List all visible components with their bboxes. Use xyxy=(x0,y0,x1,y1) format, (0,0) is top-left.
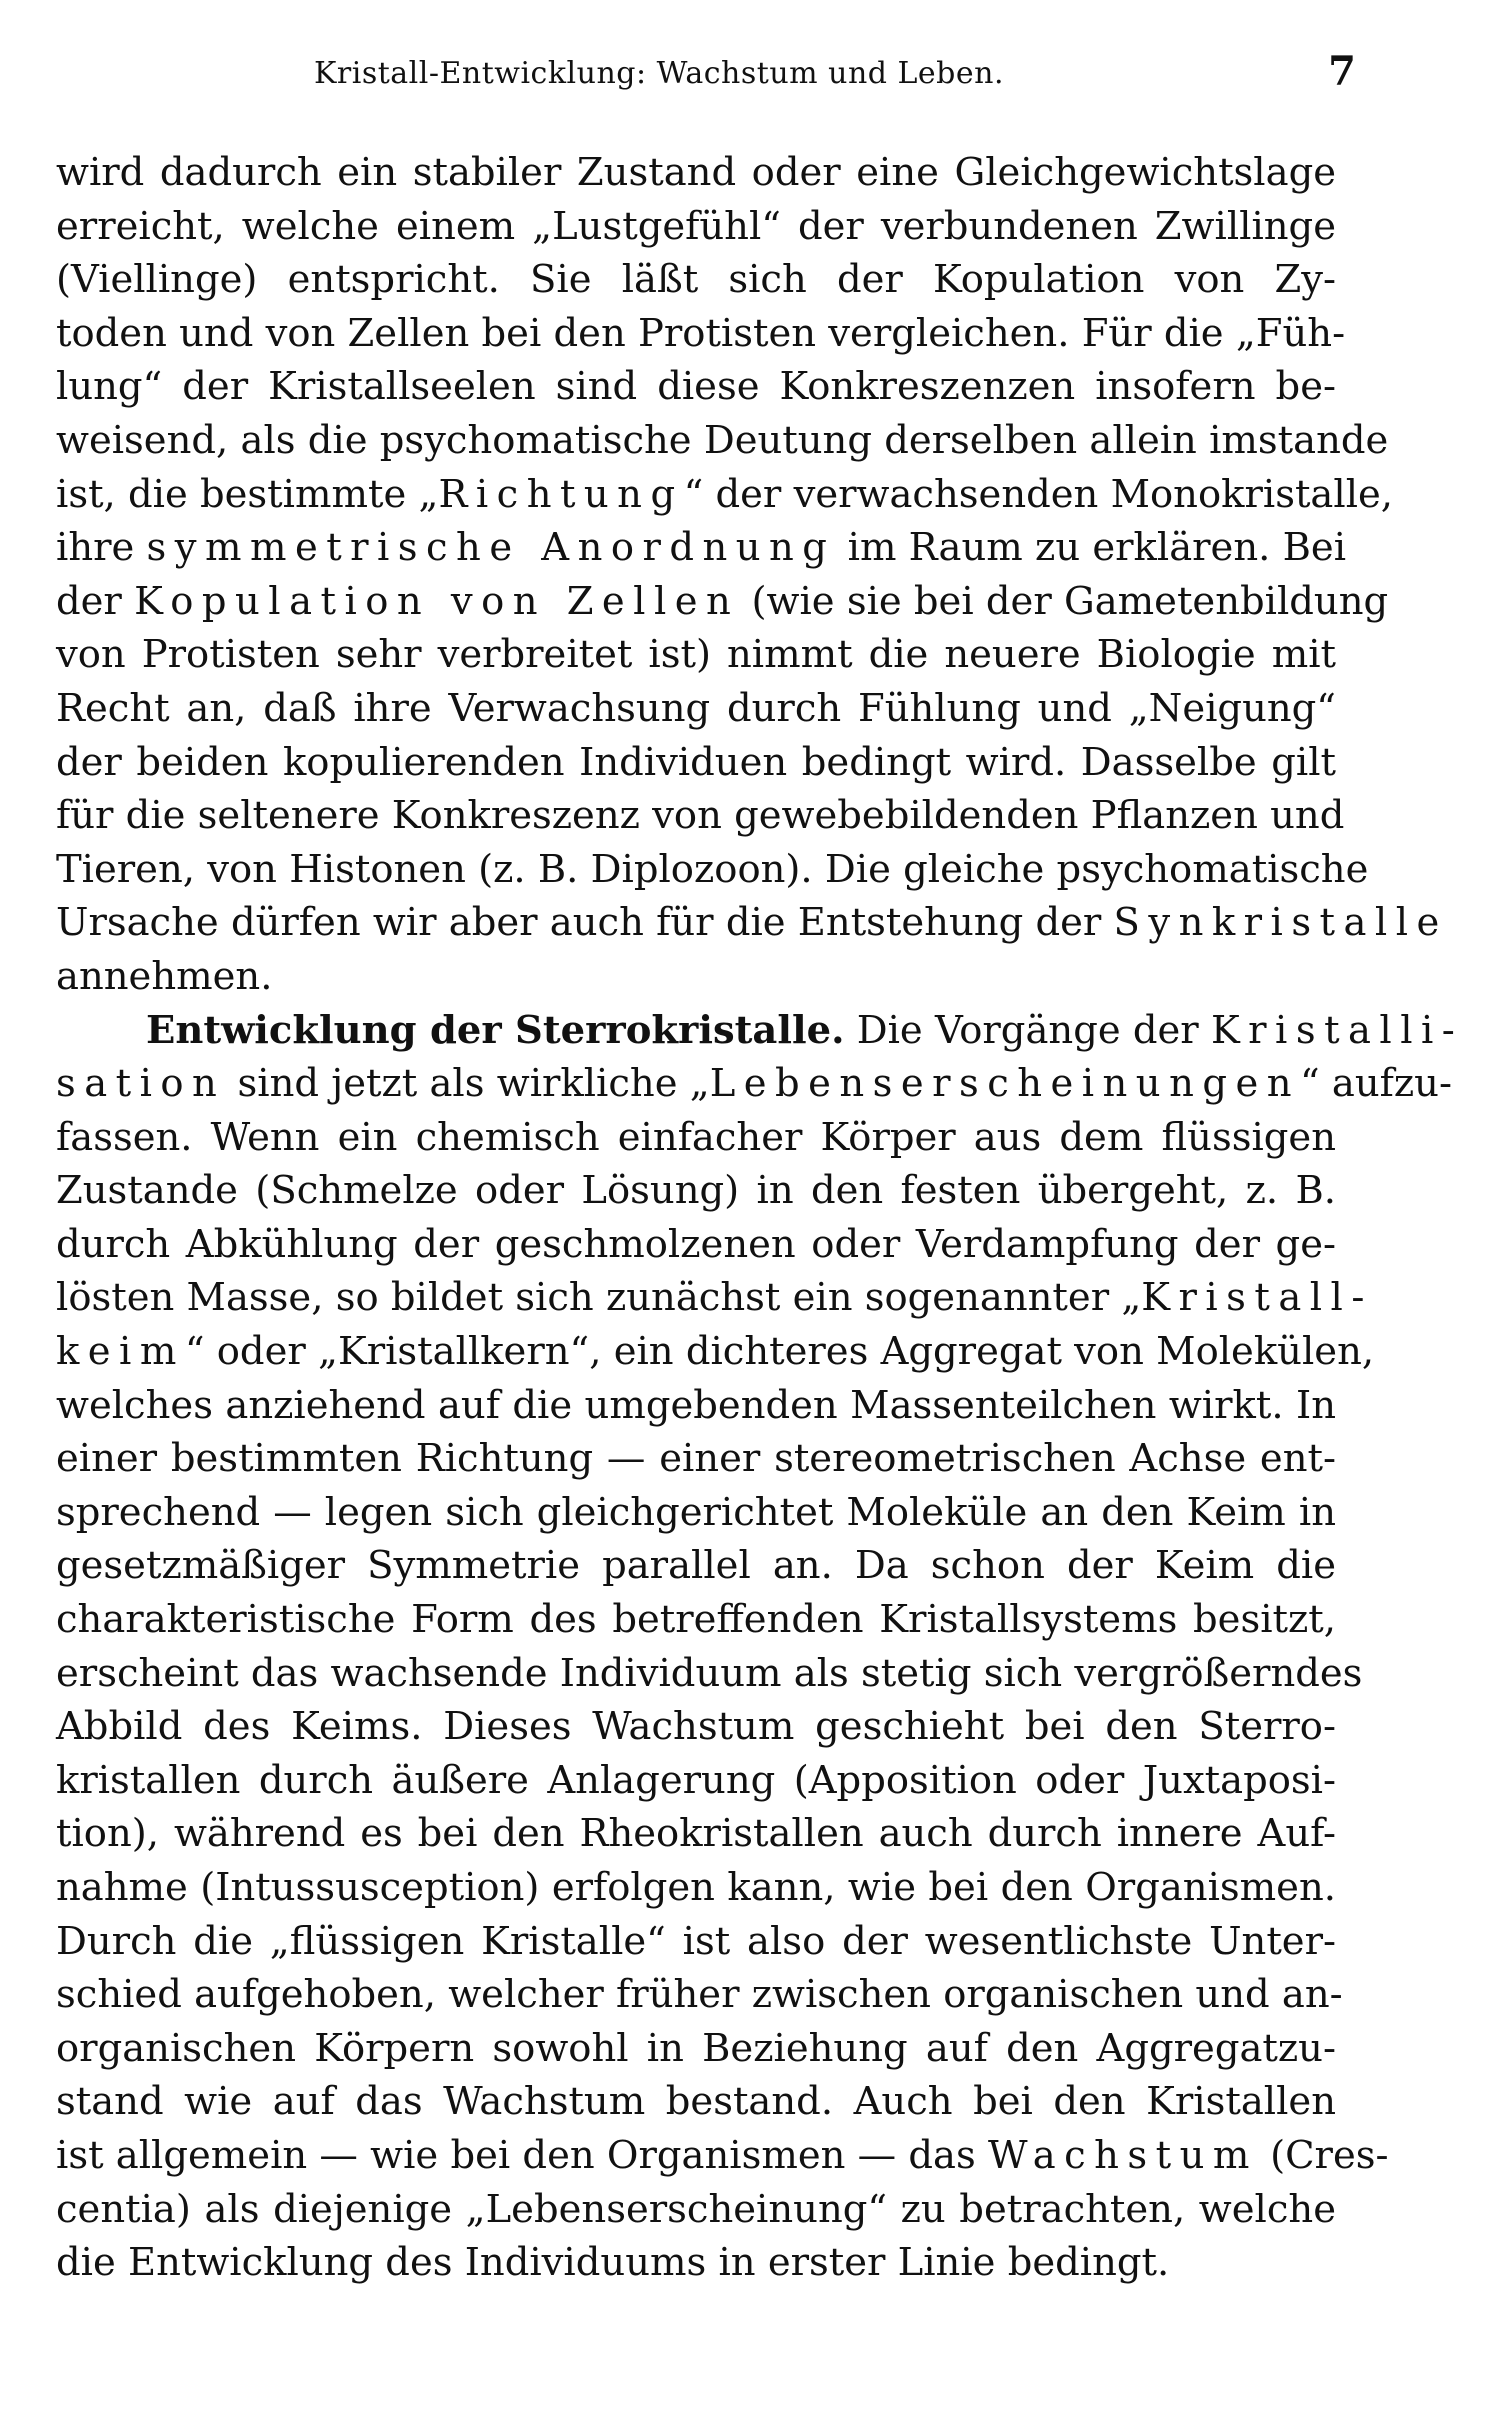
text-segment: im Raum zu erklären. Bei xyxy=(835,525,1347,571)
text-line xyxy=(56,1004,1464,1058)
text-line xyxy=(56,789,1345,843)
text-segment: (wie sie bei der Gametenbildung xyxy=(739,578,1389,624)
spaced-emphasis: sation xyxy=(56,1061,226,1107)
text-segment: ist, die bestimmte „ xyxy=(56,471,439,517)
text-line xyxy=(56,1861,1336,1915)
text-line xyxy=(56,575,1389,629)
text-segment: ist allgemein — wie bei den Organismen — das xyxy=(56,2132,988,2178)
text-line xyxy=(56,307,1346,361)
spaced-emphasis: Richtung xyxy=(438,471,684,517)
body-text xyxy=(56,146,1464,2290)
text-line xyxy=(56,360,1336,414)
text-line xyxy=(56,736,1336,790)
text-segment: fassen. Wenn ein chemisch einfacher Körper aus dem flüssigen xyxy=(56,1114,1336,1160)
text-segment: organischen Körpern sowohl in Beziehung auf den Aggregatzu- xyxy=(56,2025,1336,2071)
running-title: Kristall-Entwicklung: Wachstum und Leben. xyxy=(314,56,1004,91)
text-line xyxy=(56,1807,1336,1861)
text-line xyxy=(56,2075,1336,2129)
text-line xyxy=(56,1057,1452,1111)
page-number: 7 xyxy=(1328,48,1356,95)
text-segment: Durch die „flüssigen Kristalle“ ist also der wesentlichste Unter- xyxy=(56,1918,1336,1964)
text-segment: gesetzmäßiger Symmetrie parallel an. Da schon der Keim die xyxy=(56,1543,1336,1589)
spaced-emphasis: Synkristalle xyxy=(1113,900,1448,946)
text-line xyxy=(56,2022,1336,2076)
text-segment: sind jetzt als wirkliche „ xyxy=(225,1061,710,1107)
text-segment: Zustande (Schmelze oder Lösung) in den festen übergeht, z. B. xyxy=(56,1168,1336,1214)
text-segment: durch Abkühlung der geschmolzenen oder Verdampfung der ge- xyxy=(56,1221,1336,1267)
text-line xyxy=(56,521,1347,575)
text-segment: einer bestimmten Richtung — einer stereometrischen Achse ent- xyxy=(56,1436,1336,1482)
spaced-emphasis: keim xyxy=(56,1329,185,1375)
text-line xyxy=(56,1700,1336,1754)
text-segment: “ der verwachsenden Monokristalle, xyxy=(683,471,1394,517)
text-segment: erreicht, welche einem „Lustgefühl“ der verbundenen Zwillinge xyxy=(56,203,1336,249)
spaced-emphasis: Wachstum xyxy=(988,2132,1258,2178)
text-segment: der beiden kopulierenden Individuen bedingt wird. Dasselbe gilt xyxy=(56,739,1336,785)
spaced-emphasis: Kristalli- xyxy=(1210,1007,1464,1053)
text-segment: ihre xyxy=(56,525,147,571)
text-line xyxy=(56,843,1369,897)
text-segment: stand wie auf das Wachstum bestand. Auch bei den Kristallen xyxy=(56,2079,1336,2125)
text-segment: centia) als diejenige „Lebenserscheinung“ zu betrachten, welche xyxy=(56,2186,1336,2232)
section-heading: Entwicklung der Sterrokristalle. xyxy=(146,1007,845,1053)
text-line xyxy=(56,200,1336,254)
text-segment: nahme (Intussusception) erfolgen kann, wie bei den Organismen. xyxy=(56,1865,1336,1910)
running-head xyxy=(56,46,1356,106)
text-segment: von Protisten sehr verbreitet ist) nimmt die neuere Biologie mit xyxy=(56,632,1336,678)
text-line xyxy=(56,1754,1336,1808)
spaced-emphasis: Lebenserscheinungen xyxy=(709,1061,1300,1107)
text-segment: “ oder „Kristallkern“, ein dichteres Aggregat von Molekülen, xyxy=(184,1329,1375,1375)
text-line xyxy=(56,2183,1336,2237)
text-segment: charakteristische Form des betreffenden Kristallsystems besitzt, xyxy=(56,1597,1336,1643)
text-segment: Die Vorgänge der xyxy=(844,1007,1211,1053)
text-segment: wird dadurch ein stabiler Zustand oder eine Gleichgewichtslage xyxy=(56,150,1336,195)
text-segment: der xyxy=(56,578,135,624)
text-segment: toden und von Zellen bei den Protisten vergleichen. Für die „Füh- xyxy=(56,310,1346,356)
text-segment: lösten Masse, so bildet sich zunächst ein sogenannter „ xyxy=(56,1275,1142,1321)
text-segment: für die seltenere Konkreszenz von gewebebildenden Pflanzen und xyxy=(56,793,1345,839)
text-segment: kristallen durch äußere Anlagerung (Apposition oder Juxtaposi- xyxy=(56,1757,1336,1803)
text-segment: sprechend — legen sich gleichgerichtet Moleküle an den Keim in xyxy=(56,1489,1336,1535)
text-segment: Tieren, von Histonen (z. B. Diplozoon). Die gleiche psychomatische xyxy=(56,846,1369,892)
spaced-emphasis: symmetrische Anordnung xyxy=(146,525,836,571)
text-segment: tion), während es bei den Rheokristallen auch durch innere Auf- xyxy=(56,1811,1336,1857)
text-line xyxy=(56,682,1336,736)
text-line xyxy=(56,146,1336,200)
text-line xyxy=(56,1111,1336,1165)
text-line xyxy=(56,468,1394,522)
text-line xyxy=(56,1486,1336,1540)
text-segment: die Entwicklung des Individuums in erster Linie bedingt. xyxy=(56,2240,1170,2286)
text-line xyxy=(56,414,1389,468)
text-line xyxy=(56,1968,1343,2022)
text-segment: Ursache dürfen wir aber auch für die Entstehung der xyxy=(56,900,1114,946)
text-line xyxy=(56,1915,1336,1969)
text-segment: welches anziehend auf die umgebenden Massenteilchen wirkt. In xyxy=(56,1382,1336,1428)
text-line xyxy=(56,1218,1336,1272)
text-line xyxy=(56,1325,1375,1379)
text-segment: Abbild des Keims. Dieses Wachstum geschieht bei den Sterro- xyxy=(56,1704,1336,1750)
text-line xyxy=(56,1539,1336,1593)
text-segment: annehmen. xyxy=(56,953,273,999)
text-line xyxy=(56,1271,1373,1325)
text-segment: (Cres- xyxy=(1257,2132,1389,2178)
text-line xyxy=(56,1432,1336,1486)
spaced-emphasis: Kristall- xyxy=(1141,1275,1373,1321)
text-segment: (Viellinge) entspricht. Sie läßt sich der Kopulation von Zy- xyxy=(56,257,1336,303)
book-page xyxy=(56,46,1464,2406)
text-line xyxy=(56,950,1336,1004)
text-line xyxy=(56,896,1448,950)
text-segment: schied aufgehoben, welcher früher zwischen organischen und an- xyxy=(56,1972,1343,2018)
text-segment: “ aufzu- xyxy=(1299,1061,1452,1107)
text-line xyxy=(56,1164,1336,1218)
text-line xyxy=(56,628,1336,682)
text-line xyxy=(56,253,1336,307)
text-line xyxy=(56,1593,1336,1647)
spaced-emphasis: Kopulation von Zellen xyxy=(134,578,740,624)
text-segment: Recht an, daß ihre Verwachsung durch Fühlung und „Neigung“ xyxy=(56,685,1336,731)
text-segment: erscheint das wachsende Individuum als stetig sich vergrößerndes xyxy=(56,1650,1363,1696)
text-line xyxy=(56,2129,1389,2183)
text-line xyxy=(56,1379,1336,1433)
text-line xyxy=(56,1647,1363,1701)
text-line xyxy=(56,2236,1336,2290)
text-segment: lung“ der Kristallseelen sind diese Konkreszenzen insofern be- xyxy=(56,364,1336,410)
text-segment: weisend, als die psychomatische Deutung derselben allein imstande xyxy=(56,417,1389,463)
